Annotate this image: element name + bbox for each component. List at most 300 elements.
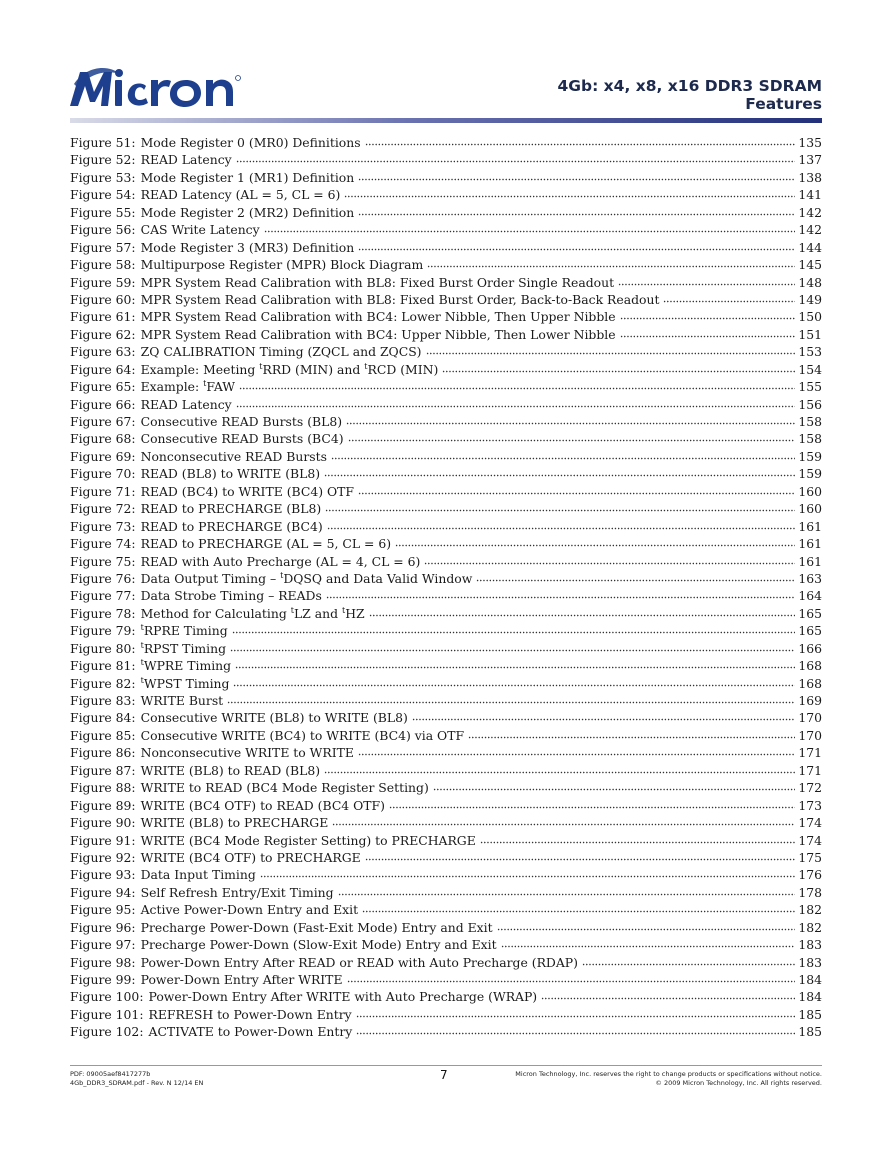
page-reference[interactable]: 182 <box>798 902 822 918</box>
toc-entry[interactable] <box>70 326 822 343</box>
page-reference[interactable]: 183 <box>798 954 822 970</box>
page-reference[interactable]: 148 <box>798 274 822 290</box>
figure-title-text: READ (BC4) to WRITE (BC4) OTF <box>140 483 355 499</box>
dot-leader <box>236 396 796 409</box>
figure-title-text: Example: <box>140 379 204 395</box>
dot-leader <box>348 430 796 443</box>
page-reference[interactable]: 153 <box>798 344 822 360</box>
figure-title[interactable] <box>136 536 395 551</box>
dot-leader <box>476 570 795 583</box>
page-reference[interactable]: 160 <box>798 501 822 517</box>
figure-title-text: Data Output Timing – <box>140 570 281 586</box>
figure-title[interactable] <box>136 937 501 952</box>
page-reference[interactable]: 149 <box>798 291 822 307</box>
dot-leader <box>346 413 795 426</box>
timing-prefix-superscript: t <box>140 640 144 650</box>
dot-leader <box>338 884 796 897</box>
figure-title[interactable] <box>136 344 426 359</box>
figure-number: Figure 64: <box>70 361 136 377</box>
page-reference[interactable]: 171 <box>798 745 822 761</box>
figure-number: Figure 66: <box>70 396 136 412</box>
toc-entry[interactable] <box>70 988 822 1005</box>
figure-title-text: WRITE to READ (BC4 Mode Register Setting) <box>140 780 429 796</box>
figure-title-text: RRD (MIN) and <box>262 361 365 377</box>
page-reference[interactable]: 184 <box>798 989 822 1005</box>
toc-entry[interactable] <box>70 448 822 465</box>
figure-title[interactable] <box>136 240 359 255</box>
toc-entry[interactable] <box>70 919 822 936</box>
footer-pdf-id: PDF: 09005aef8417277b <box>70 1070 151 1078</box>
figure-title[interactable] <box>136 327 620 342</box>
dot-leader <box>424 553 795 566</box>
figure-title-text: Nonconsecutive READ Bursts <box>140 448 327 464</box>
toc-entry[interactable] <box>70 343 822 360</box>
figure-title[interactable] <box>136 397 236 412</box>
timing-prefix-superscript: t <box>341 605 346 615</box>
figure-title[interactable] <box>136 693 228 708</box>
figure-title[interactable] <box>136 658 235 673</box>
dot-leader <box>239 378 795 391</box>
figure-title[interactable] <box>136 431 348 446</box>
figure-number: Figure 73: <box>70 518 136 534</box>
page-reference[interactable]: 168 <box>798 675 822 691</box>
figure-title[interactable] <box>144 1007 356 1022</box>
page-reference[interactable]: 171 <box>798 762 822 778</box>
figure-title-text: MPR System Read Calibration with BL8: Fixed Burst Order Single Readout <box>140 274 615 290</box>
dot-leader <box>358 483 795 496</box>
figure-title[interactable] <box>136 606 369 621</box>
figure-title[interactable] <box>136 501 326 516</box>
page-reference[interactable]: 141 <box>798 187 822 203</box>
figure-title[interactable] <box>136 676 234 691</box>
figure-number: Figure 101: <box>70 1006 144 1022</box>
toc-entry[interactable] <box>70 657 822 674</box>
figure-number: Figure 86: <box>70 745 136 761</box>
footer-file-rev: 4Gb_DDR3_SDRAM.pdf - Rev. N 12/14 EN <box>70 1079 204 1087</box>
figure-number: Figure 69: <box>70 448 136 464</box>
figure-title-text: READ to PRECHARGE (BL8) <box>140 501 322 517</box>
page-reference[interactable]: 155 <box>798 379 822 395</box>
figure-number: Figure 85: <box>70 727 136 743</box>
figure-title[interactable] <box>136 205 359 220</box>
dot-leader <box>324 762 795 775</box>
figure-title-text: WPRE Timing <box>143 658 232 674</box>
page-reference[interactable]: 156 <box>798 396 822 412</box>
toc-entry[interactable] <box>70 291 822 308</box>
figure-number: Figure 92: <box>70 849 136 865</box>
figure-number: Figure 81: <box>70 658 136 674</box>
toc-entry[interactable] <box>70 849 822 866</box>
toc-entry[interactable] <box>70 396 822 413</box>
figure-title[interactable] <box>136 815 333 830</box>
figure-number: Figure 74: <box>70 536 136 552</box>
page-number: 7 <box>440 1068 448 1082</box>
figure-title[interactable] <box>136 135 365 150</box>
figure-number: Figure 98: <box>70 954 136 970</box>
page-reference[interactable]: 142 <box>798 204 822 220</box>
toc-entry[interactable] <box>70 500 822 517</box>
figure-title[interactable] <box>136 955 582 970</box>
figure-title-text: ACTIVATE to Power-Down Entry <box>148 1024 353 1040</box>
figure-title[interactable] <box>136 257 428 272</box>
dot-leader <box>362 901 795 914</box>
figure-title[interactable] <box>136 745 358 760</box>
page-reference[interactable]: 158 <box>798 414 822 429</box>
timing-prefix-superscript: t <box>280 570 284 580</box>
figure-title[interactable] <box>136 902 362 917</box>
figure-title-text: WRITE (BC4 OTF) to READ (BC4 OTF) <box>140 797 385 813</box>
figure-number: Figure 77: <box>70 588 136 604</box>
figure-title-text: CAS Write Latency <box>140 222 260 238</box>
figure-title[interactable] <box>144 1024 357 1039</box>
page-reference[interactable]: 161 <box>798 536 822 552</box>
figure-number: Figure 91: <box>70 832 136 848</box>
page-reference[interactable]: 160 <box>798 483 822 499</box>
dot-leader <box>663 291 795 304</box>
figure-title[interactable] <box>136 554 425 569</box>
page-reference[interactable]: 165 <box>798 605 822 621</box>
toc-entry[interactable] <box>70 169 822 186</box>
dot-leader <box>468 727 795 740</box>
figure-number: Figure 78: <box>70 605 136 621</box>
page-reference[interactable]: 159 <box>798 448 822 464</box>
figure-number: Figure 68: <box>70 431 136 447</box>
page-reference[interactable]: 137 <box>798 152 822 168</box>
figure-number: Figure 79: <box>70 623 136 639</box>
dot-leader <box>325 500 795 513</box>
figure-title-text: Data Strobe Timing – READs <box>140 588 322 604</box>
figure-title-text: Consecutive WRITE (BL8) to WRITE (BL8) <box>140 710 408 726</box>
figure-title[interactable] <box>136 309 620 324</box>
figure-title[interactable] <box>136 571 477 586</box>
timing-prefix-superscript: t <box>259 361 263 371</box>
toc-entry[interactable] <box>70 151 822 168</box>
toc-entry[interactable] <box>70 779 822 796</box>
dot-leader <box>344 186 795 199</box>
figure-number: Figure 76: <box>70 570 136 586</box>
dot-leader <box>358 744 795 757</box>
figure-number: Figure 95: <box>70 902 136 918</box>
page-reference[interactable]: 169 <box>798 693 822 708</box>
page-reference[interactable]: 185 <box>798 1024 822 1040</box>
page-reference[interactable]: 144 <box>798 239 822 255</box>
dot-leader <box>358 204 795 217</box>
figure-number: Figure 87: <box>70 762 136 778</box>
toc-entry[interactable] <box>70 134 822 151</box>
toc-entry[interactable] <box>70 971 822 988</box>
figure-number: Figure 52: <box>70 152 136 168</box>
page-reference[interactable]: 164 <box>798 588 822 604</box>
figure-title-text: WRITE (BC4 OTF) to PRECHARGE <box>140 849 361 865</box>
figure-title-text: LZ and <box>293 605 342 621</box>
page-reference[interactable]: 185 <box>798 1006 822 1022</box>
figure-number: Figure 80: <box>70 640 136 656</box>
figure-title[interactable] <box>136 710 412 725</box>
figure-number: Figure 56: <box>70 222 136 238</box>
dot-leader <box>260 866 796 879</box>
figure-title-text: Mode Register 0 (MR0) Definitions <box>140 135 361 150</box>
figure-title[interactable] <box>136 414 346 429</box>
figure-title-text: Method for Calculating <box>140 605 291 621</box>
page-reference[interactable]: 161 <box>798 553 822 569</box>
figure-title[interactable] <box>136 152 236 167</box>
toc-entry[interactable] <box>70 727 822 744</box>
footer-disclaimer: Micron Technology, Inc. reserves the right to change products or specifications without notice. <box>515 1070 822 1078</box>
toc-entry[interactable] <box>70 274 822 291</box>
figure-title-text: Nonconsecutive WRITE to WRITE <box>140 745 354 761</box>
figure-title-text: REFRESH to Power-Down Entry <box>148 1006 352 1022</box>
figure-title[interactable] <box>136 885 338 900</box>
figure-title[interactable] <box>136 623 232 638</box>
figure-title[interactable] <box>136 833 480 848</box>
figure-title-text: WRITE (BC4 Mode Register Setting) to PRECHARGE <box>140 832 476 848</box>
figure-title-text: Consecutive READ Bursts (BL8) <box>140 414 343 429</box>
toc-entry[interactable] <box>70 744 822 761</box>
timing-prefix-superscript: t <box>203 379 207 389</box>
dot-leader <box>427 256 795 269</box>
page-reference[interactable]: 176 <box>798 867 822 883</box>
figure-title-text: Consecutive READ Bursts (BC4) <box>140 431 344 447</box>
toc-entry[interactable] <box>70 308 822 325</box>
toc-entry[interactable] <box>70 465 822 482</box>
figure-number: Figure 59: <box>70 274 136 290</box>
dot-leader <box>332 814 795 827</box>
toc-entry[interactable] <box>70 256 822 273</box>
figure-title[interactable] <box>136 292 664 307</box>
toc-entry[interactable] <box>70 797 822 814</box>
page-reference[interactable]: 150 <box>798 309 822 325</box>
page-reference[interactable]: 159 <box>798 466 822 482</box>
figure-title-text: Consecutive WRITE (BC4) to WRITE (BC4) via OTF <box>140 727 465 743</box>
toc-entry[interactable] <box>70 535 822 552</box>
toc-entry[interactable] <box>70 884 822 901</box>
figure-title-text: DQSQ and Data Valid Window <box>283 570 473 586</box>
figure-number: Figure 55: <box>70 204 136 220</box>
figure-title-text: RPRE Timing <box>143 623 228 639</box>
toc-entry[interactable] <box>70 221 822 238</box>
page-reference[interactable]: 166 <box>798 640 822 656</box>
figure-title-text: READ Latency <box>140 396 232 412</box>
page-reference[interactable]: 174 <box>798 832 822 848</box>
figure-title-text: ZQ CALIBRATION Timing (ZQCL and ZQCS) <box>140 344 422 360</box>
page-reference[interactable]: 183 <box>798 937 822 953</box>
figure-title[interactable] <box>136 588 326 603</box>
figure-title[interactable] <box>136 519 327 534</box>
dot-leader <box>326 587 796 600</box>
figure-title-text: MPR System Read Calibration with BC4: Lower Nibble, Then Upper Nibble <box>140 309 616 325</box>
figure-title-text: Example: Meeting <box>140 361 260 377</box>
page-reference[interactable]: 151 <box>798 326 822 342</box>
page-reference[interactable]: 135 <box>798 135 822 150</box>
figure-title[interactable] <box>136 379 239 394</box>
page-reference[interactable]: 145 <box>798 257 822 273</box>
figure-number: Figure 82: <box>70 675 136 691</box>
figure-number: Figure 88: <box>70 780 136 796</box>
dot-leader <box>356 1023 795 1036</box>
toc-entry[interactable] <box>70 430 822 447</box>
figure-title[interactable] <box>136 972 347 987</box>
figure-number: Figure 58: <box>70 257 136 273</box>
dot-leader <box>365 849 796 862</box>
figure-title-text: Power-Down Entry After WRITE with Auto Precharge (WRAP) <box>148 989 538 1005</box>
page-reference[interactable]: 170 <box>798 710 822 726</box>
page-reference[interactable]: 178 <box>798 884 822 900</box>
toc-entry[interactable] <box>70 378 822 395</box>
dot-leader <box>412 709 795 722</box>
figure-number: Figure 71: <box>70 483 136 499</box>
figure-title-text: RPST Timing <box>143 640 227 656</box>
dot-leader <box>442 361 795 374</box>
figure-number: Figure 102: <box>70 1024 144 1040</box>
toc-entry[interactable] <box>70 675 822 692</box>
dot-leader <box>324 465 795 478</box>
figure-title[interactable] <box>136 466 325 481</box>
toc-entry[interactable] <box>70 622 822 639</box>
toc-entry[interactable] <box>70 762 822 779</box>
figure-title[interactable] <box>136 222 264 237</box>
toc-entry[interactable] <box>70 1006 822 1023</box>
page-reference[interactable]: 142 <box>798 222 822 238</box>
toc-entry[interactable] <box>70 239 822 256</box>
figure-number: Figure 70: <box>70 466 136 482</box>
dot-leader <box>582 954 795 967</box>
figure-title[interactable] <box>136 728 468 743</box>
toc-entry[interactable] <box>70 832 822 849</box>
page-reference[interactable]: 182 <box>798 919 822 935</box>
figure-number: Figure 65: <box>70 379 136 395</box>
figure-title-text: READ to PRECHARGE (BC4) <box>140 518 323 534</box>
figure-title[interactable] <box>136 920 497 935</box>
figure-number: Figure 96: <box>70 919 136 935</box>
figure-number: Figure 63: <box>70 344 136 360</box>
timing-prefix-superscript: t <box>364 361 368 371</box>
figure-number: Figure 51: <box>70 135 136 150</box>
dot-leader <box>395 535 795 548</box>
toc-entry[interactable] <box>70 587 822 604</box>
figure-title[interactable] <box>144 989 542 1004</box>
dot-leader <box>501 936 796 949</box>
dot-leader <box>426 343 796 356</box>
toc-entry[interactable] <box>70 640 822 657</box>
figure-title[interactable] <box>136 187 345 202</box>
figure-title[interactable] <box>136 449 331 464</box>
figure-title-text: MPR System Read Calibration with BC4: Upper Nibble, Then Lower Nibble <box>140 326 616 342</box>
dot-leader <box>236 151 796 164</box>
page-reference[interactable]: 172 <box>798 780 822 796</box>
page-reference[interactable]: 158 <box>798 431 822 447</box>
toc-entry[interactable] <box>70 553 822 570</box>
figure-title[interactable] <box>136 641 230 656</box>
figure-title[interactable] <box>136 798 389 813</box>
page-reference[interactable]: 184 <box>798 972 822 987</box>
dot-leader <box>620 308 796 321</box>
page-reference[interactable]: 173 <box>798 797 822 813</box>
dot-leader <box>347 971 796 984</box>
figure-number: Figure 53: <box>70 169 136 185</box>
page-reference[interactable]: 138 <box>798 169 822 185</box>
footer-legal <box>515 1070 822 1088</box>
dot-leader <box>331 448 795 461</box>
dot-leader <box>232 622 796 635</box>
toc-entry[interactable] <box>70 814 822 831</box>
toc-entry[interactable] <box>70 692 822 709</box>
figure-number: Figure 94: <box>70 884 136 900</box>
figure-title-text: Precharge Power-Down (Fast-Exit Mode) Entry and Exit <box>140 919 493 935</box>
toc-entry[interactable] <box>70 936 822 953</box>
footer-rule <box>70 1065 822 1066</box>
page-reference[interactable]: 175 <box>798 849 822 865</box>
figure-title[interactable] <box>136 275 618 290</box>
toc-entry[interactable] <box>70 518 822 535</box>
toc-entry[interactable] <box>70 605 822 622</box>
figure-title[interactable] <box>136 362 443 377</box>
figure-number: Figure 62: <box>70 326 136 342</box>
figure-number: Figure 83: <box>70 693 136 708</box>
dot-leader <box>480 832 796 845</box>
figure-title[interactable] <box>136 484 358 499</box>
toc-entry[interactable] <box>70 709 822 726</box>
figure-number: Figure 72: <box>70 501 136 517</box>
toc-entry[interactable] <box>70 413 822 430</box>
figure-title-text: FAW <box>206 379 236 395</box>
page-reference[interactable]: 163 <box>798 570 822 586</box>
document-header-title <box>557 77 822 113</box>
figure-title[interactable] <box>136 867 260 882</box>
figure-title[interactable] <box>136 780 433 795</box>
figure-title-text: RCD (MIN) <box>367 361 439 377</box>
figure-title-text: Power-Down Entry After WRITE <box>140 972 343 987</box>
page-reference[interactable]: 154 <box>798 361 822 377</box>
dot-leader <box>541 988 795 1001</box>
dot-leader <box>618 274 795 287</box>
dot-leader <box>230 640 795 653</box>
page-reference[interactable]: 170 <box>798 727 822 743</box>
toc-entry[interactable] <box>70 570 822 587</box>
toc-entry[interactable] <box>70 361 822 378</box>
figure-title-text: Mode Register 3 (MR3) Definition <box>140 239 355 255</box>
figure-title[interactable] <box>136 763 325 778</box>
figure-title-text: READ with Auto Precharge (AL = 4, CL = 6) <box>140 553 421 569</box>
figure-title[interactable] <box>136 850 365 865</box>
page-reference[interactable]: 168 <box>798 658 822 674</box>
dot-leader <box>433 779 796 792</box>
page-reference[interactable]: 165 <box>798 623 822 639</box>
toc-entry[interactable] <box>70 483 822 500</box>
dot-leader <box>264 221 796 234</box>
figure-title-text: HZ <box>345 605 365 621</box>
figure-number: Figure 57: <box>70 239 136 255</box>
dot-leader <box>233 675 795 688</box>
figure-title-text: Power-Down Entry After READ or READ with Auto Precharge (RDAP) <box>140 954 578 970</box>
page-reference[interactable]: 161 <box>798 518 822 534</box>
figure-title-text: READ Latency (AL = 5, CL = 6) <box>140 187 341 203</box>
figure-title-text: Data Input Timing <box>140 867 256 883</box>
figure-number: Figure 99: <box>70 972 136 987</box>
page-reference[interactable]: 174 <box>798 815 822 831</box>
figure-title[interactable] <box>136 170 359 185</box>
figure-number: Figure 67: <box>70 414 136 429</box>
figure-number: Figure 75: <box>70 553 136 569</box>
figure-title-text: Precharge Power-Down (Slow-Exit Mode) Entry and Exit <box>140 937 497 953</box>
dot-leader <box>365 134 796 147</box>
toc-entry[interactable] <box>70 1023 822 1040</box>
toc-entry[interactable] <box>70 901 822 918</box>
figure-number: Figure 90: <box>70 815 136 831</box>
toc-entry[interactable] <box>70 186 822 203</box>
toc-entry[interactable] <box>70 954 822 971</box>
toc-entry[interactable] <box>70 866 822 883</box>
toc-entry[interactable] <box>70 204 822 221</box>
